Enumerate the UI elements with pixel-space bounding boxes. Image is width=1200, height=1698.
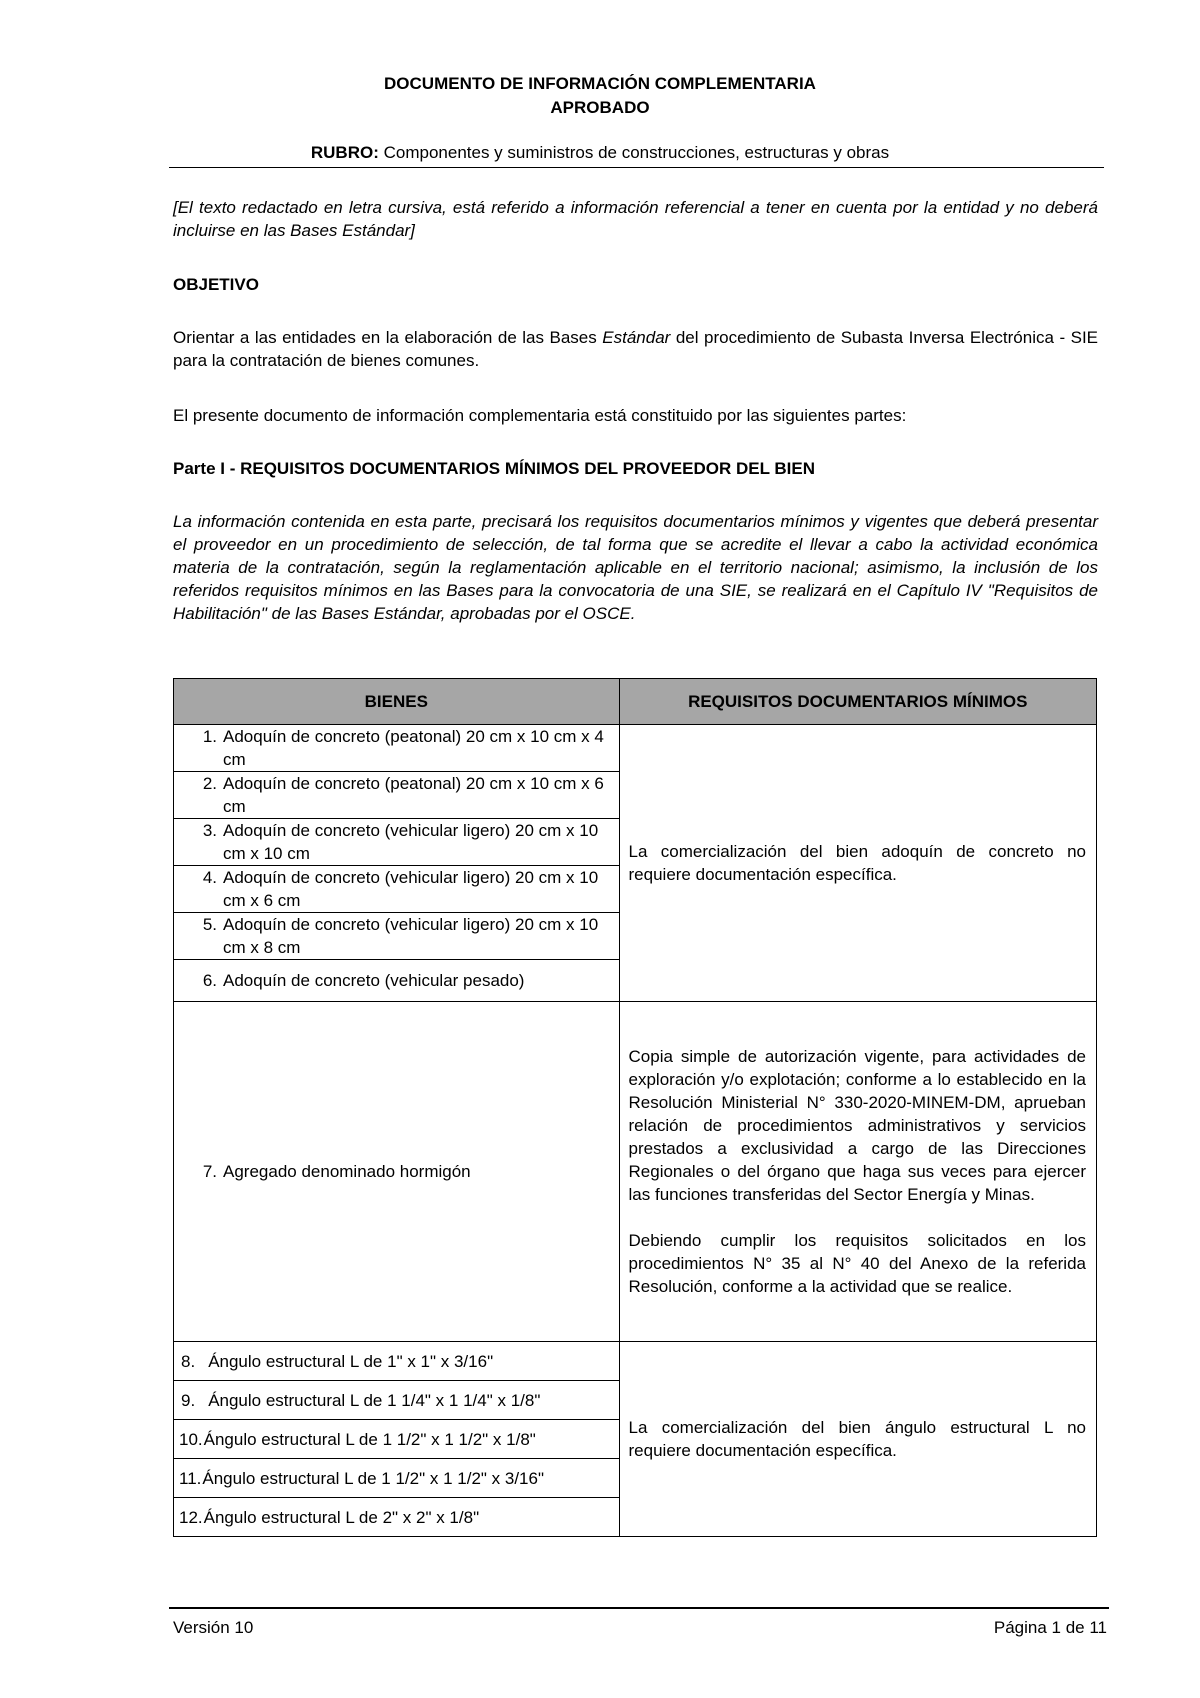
- objetivo-heading: OBJETIVO: [173, 275, 259, 294]
- bien-number: 9.: [181, 1390, 196, 1410]
- bien-name: Adoquín de concreto (peatonal) 20 cm x 10 cm x 6 cm: [223, 774, 604, 816]
- bien-cell: [174, 913, 620, 960]
- header-requisitos: REQUISITOS DOCUMENTARIOS MÍNIMOS: [619, 679, 1096, 725]
- bien-name: Ángulo estructural L de 1 1/2" x 1 1/2" x 1/8": [203, 1429, 536, 1449]
- objetivo-text-italic: Estándar: [602, 328, 671, 347]
- bien-cell: [174, 772, 620, 819]
- bien-name: Ángulo estructural L de 1 1/4" x 1 1/4" x 1/8": [208, 1390, 541, 1410]
- bien-name: Ángulo estructural L de 1" x 1" x 3/16": [208, 1351, 494, 1371]
- footer-page-number: Página 1 de 11: [993, 1618, 1107, 1637]
- bien-name: Adoquín de concreto (vehicular pesado): [223, 971, 525, 990]
- requirements-table: [173, 678, 1097, 1537]
- bien-cell: [174, 1002, 620, 1342]
- bien-name: Adoquín de concreto (peatonal) 20 cm x 10 cm x 4 cm: [223, 727, 604, 769]
- bien-number: 5.: [202, 915, 217, 934]
- req-angulo: La comercialización del bien ángulo estructural L no requiere documentación específica.: [619, 1342, 1096, 1537]
- table-row: [174, 1342, 1097, 1381]
- bien-name: Agregado denominado hormigón: [223, 1162, 471, 1181]
- bien-cell: [174, 1381, 620, 1420]
- bien-cell: [174, 725, 620, 772]
- bien-cell: [174, 1459, 620, 1498]
- bien-cell: [174, 1342, 620, 1381]
- footer-version: Versión 10: [173, 1618, 254, 1637]
- document-title: DOCUMENTO DE INFORMACIÓN COMPLEMENTARIA: [384, 74, 816, 93]
- bien-number: 1.: [202, 727, 217, 746]
- rubro-label: RUBRO:: [310, 143, 379, 162]
- rubro-line: [0, 143, 1200, 163]
- req-hormigon-p2: Debiendo cumplir los requisitos solicitados en los procedimientos N° 35 al N° 40 del Anexo de la referida Resolución, conforme a la actividad que se realice.: [628, 1231, 1086, 1296]
- bien-number: 4.: [202, 868, 217, 887]
- req-hormigon: [619, 1002, 1096, 1342]
- bien-number: 11.: [179, 1468, 202, 1488]
- req-adoquin: La comercialización del bien adoquín de concreto no requiere documentación específica.: [619, 725, 1096, 1002]
- bien-name: Ángulo estructural L de 2" x 2" x 1/8": [203, 1507, 480, 1527]
- table-header-row: [174, 679, 1097, 725]
- bien-name: Adoquín de concreto (vehicular ligero) 20 cm x 10 cm x 8 cm: [223, 915, 599, 957]
- header-bienes: BIENES: [174, 679, 620, 725]
- document-status: APROBADO: [550, 98, 650, 117]
- bien-cell: [174, 866, 620, 913]
- bien-number: 12.: [179, 1507, 203, 1527]
- bien-number: 8.: [181, 1351, 196, 1371]
- bien-number: 2.: [202, 774, 217, 793]
- bien-number: 6.: [202, 971, 217, 990]
- objetivo-text-b: del procedimiento de Subasta Inversa Electrónica - SIE para la contratación de bienes comunes.: [173, 328, 1099, 370]
- table-row: [174, 725, 1097, 772]
- parte1-text: La información contenida en esta parte, precisará los requisitos documentarios mínimos y vigentes que deberá presentar el proveedor en un procedimiento de selección, de tal forma que se acredite el llevar a cabo la actividad económica materia de la contratación, según la reglamentación aplicable en el territorio nacional; asimismo, la inclusión de los referidos requisitos mínimos en las Bases para la convocatoria de una SIE, se realizará en el Capítulo IV "Requisitos de Habilitación" de las Bases Estándar, aprobadas por el OSCE.: [173, 512, 1098, 623]
- bien-name: Ángulo estructural L de 1 1/2" x 1 1/2" x 3/16": [202, 1468, 545, 1488]
- note-text: [El texto redactado en letra cursiva, está referido a información referencial a tener en cuenta por la entidad y no deberá incluirse en las Bases Estándar]: [173, 198, 1098, 240]
- bien-cell: [174, 1498, 620, 1537]
- bien-number: 10.: [179, 1429, 203, 1449]
- footer-divider: [169, 1607, 1109, 1609]
- bien-name: Adoquín de concreto (vehicular ligero) 20 cm x 10 cm x 10 cm: [223, 821, 599, 863]
- objetivo-text: [173, 326, 1098, 372]
- bien-cell: [174, 1420, 620, 1459]
- partes-intro: El presente documento de información complementaria está constituido por las siguientes partes:: [173, 406, 907, 425]
- req-hormigon-p1: Copia simple de autorización vigente, para actividades de exploración y/o explotación; conforme a lo establecido en la Resolución Ministerial N° 330-2020-MINEM-DM, aprueban relación de procedimientos administrativos y servicios prestados a exclusividad a cargo de las Direcciones Regionales o del órgano que haga sus veces para ejercer las funciones transferidas del Sector Energía y Minas.: [628, 1047, 1086, 1204]
- table-row: [174, 1002, 1097, 1342]
- bien-cell: [174, 960, 620, 1002]
- bien-cell: [174, 819, 620, 866]
- bien-number: 3.: [202, 821, 217, 840]
- parte1-heading: Parte I - REQUISITOS DOCUMENTARIOS MÍNIMOS DEL PROVEEDOR DEL BIEN: [173, 459, 815, 478]
- objetivo-text-a: Orientar a las entidades en la elaboración de las Bases: [173, 328, 603, 347]
- header-divider: [169, 167, 1104, 168]
- rubro-value: Componentes y suministros de construcciones, estructuras y obras: [383, 143, 890, 162]
- bien-number: 7.: [202, 1162, 217, 1181]
- bien-name: Adoquín de concreto (vehicular ligero) 20 cm x 10 cm x 6 cm: [223, 868, 599, 910]
